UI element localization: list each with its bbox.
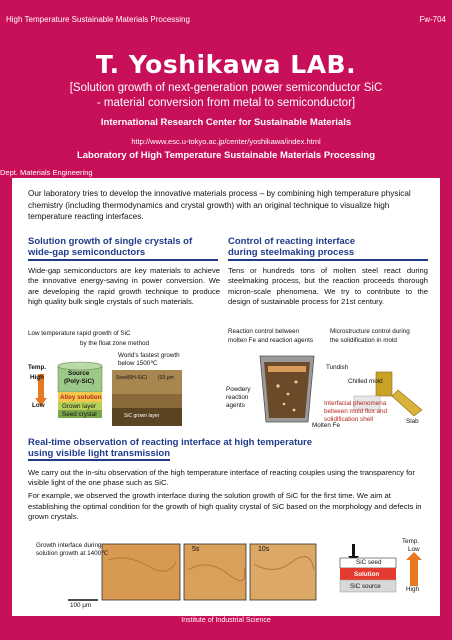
sic-solution-diagram [330, 540, 430, 610]
sic-source-label: SiC source [350, 583, 381, 590]
subtitle-line-1: [Solution growth of next-generation power semiconductor SiC [69, 82, 383, 94]
interfacial-line-1: Interfacial phenomena [324, 400, 387, 407]
temp-label-2: Temp. [402, 538, 420, 545]
chilled-mold-label: Chilled mold [348, 378, 383, 385]
alloy-label: Alloy solution [60, 394, 102, 401]
photo-caption-1: Growth interface during [36, 542, 102, 549]
research-center: International Research Center for Sustainable Materials [100, 117, 352, 128]
section2-caption-right-2: the solidification in mold [330, 337, 397, 344]
section2-heading-line2: during steelmaking process [228, 247, 355, 258]
section2-caption-right-1: Microstructure control during [330, 328, 410, 335]
time-10s-label: 10s [258, 546, 270, 553]
section1-caption-1: Low temperature rapid growth of SiC [28, 330, 131, 337]
intro-text: Our laboratory tries to develop the innovative materials process – by combining high temperature physical chemistry (including thermodynamics and crystal growth) with an original technique to visualize high temperature reacting interfaces. [28, 189, 411, 221]
subtitle-line-2: - material conversion from metal to semiconductor] [96, 97, 356, 109]
section2-body: Tens or hundreds tons of molten steel react during steelmaking process, but the reaction proceeds thorough micron-scale phenomena. We try to contribute to the design of sustainable process for 21st century. [228, 266, 428, 307]
temp-low-label: Low [32, 402, 45, 409]
photo-scale-label: (03 μm [158, 375, 174, 381]
powdery-line-2: reaction [226, 394, 249, 401]
polysic-label: (Poly-SiC) [64, 378, 95, 385]
temp-high-label: High [30, 374, 44, 381]
temp-low-label-2: Low [408, 546, 420, 553]
section1-heading-line1: Solution growth of single crystals of [28, 236, 193, 247]
top-bar [0, 0, 452, 44]
time-5s-label: 5s [192, 546, 200, 553]
sic-seed-label: SiC seed [356, 559, 382, 566]
grown-label: Grown layer [62, 403, 96, 410]
section3-heading-line2: using visible light transmission [28, 448, 170, 459]
sic-grown-layer-label: SiC grown layer [124, 413, 160, 419]
section2-caption-left-2: molten Fe and reaction agents [228, 337, 314, 344]
department: Dept. Materials Engineering [0, 168, 93, 177]
section1-heading-line2: wide-gap semiconductors [28, 247, 146, 258]
header-left-text: High Temperature Sustainable Materials Processing [6, 15, 190, 24]
fastest-line-2: below 1500℃ [118, 360, 158, 367]
lab-url[interactable]: http://www.esc.u-tokyo.ac.jp/center/yoshikawa/index.html [131, 137, 321, 146]
temp-high-label-2: High [406, 586, 419, 593]
growth-interface-photos [28, 540, 318, 610]
source-label: Source [68, 370, 90, 377]
slab-label: Slab [406, 418, 419, 425]
interfacial-line-2: between mold flux and [324, 408, 388, 415]
seed-6h-label: Seed(6H-SiC) [116, 375, 148, 381]
solution-label: Solution [354, 571, 380, 578]
section1-caption-2: by the float zone method [80, 340, 149, 347]
interfacial-line-3: solidification shell [324, 416, 374, 423]
scale-bar-label: 100 μm [70, 602, 92, 609]
title-area [0, 44, 452, 184]
section3-body-para2: For example, we observed the growth interface during the solution growth of SiC for the first time. We aim at establishing the optimal condition for the growth of high quality crystal of SiC based on the morphology and defects in grown crystals. [28, 491, 422, 521]
laboratory-name: Laboratory of High Temperature Sustainable Materials Processing [76, 150, 376, 161]
tundish-label: Tundish [326, 364, 349, 371]
section1-body: Wide-gap semiconductors are key materials to achieve the innovative energy-saving in power conversion. We are developing the rapid growth technique to produce high quality bulk single crystals of such materials. [28, 266, 220, 307]
photo-caption-2: solution growth at 1400℃ [36, 550, 109, 557]
sic-growth-diagram [28, 352, 216, 430]
steelmaking-diagram [226, 352, 431, 430]
lab-title: T. Yoshikawa LAB. [95, 50, 357, 79]
section2-caption-left-1: Reaction control between [228, 328, 300, 335]
section1-heading [28, 236, 218, 261]
powdery-line-1: Powdery [226, 386, 251, 393]
section3-heading [28, 437, 428, 462]
section3-body [28, 468, 428, 522]
poster-id: Fw-704 [419, 15, 446, 24]
molten-fe-label: Molten Fe [312, 422, 340, 429]
seed-crystal-label: Seed crystal [62, 411, 97, 418]
section3-heading-line1: Real-time observation of reacting interface at high temperature [28, 437, 313, 448]
footer: Institute of Industrial Science [181, 617, 271, 624]
temp-label: Temp. [28, 364, 47, 371]
powdery-line-3: agents [226, 402, 245, 409]
section2-heading-line1: Control of reacting interface [228, 236, 356, 247]
section3-body-para1: We carry out the in-situ observation of the high temperature interface of reacting couples using the transparency for visible light of the one phase such as SiC. [28, 468, 415, 488]
section2-heading [228, 236, 428, 261]
fastest-line-1: World's fastest growth [118, 352, 180, 359]
